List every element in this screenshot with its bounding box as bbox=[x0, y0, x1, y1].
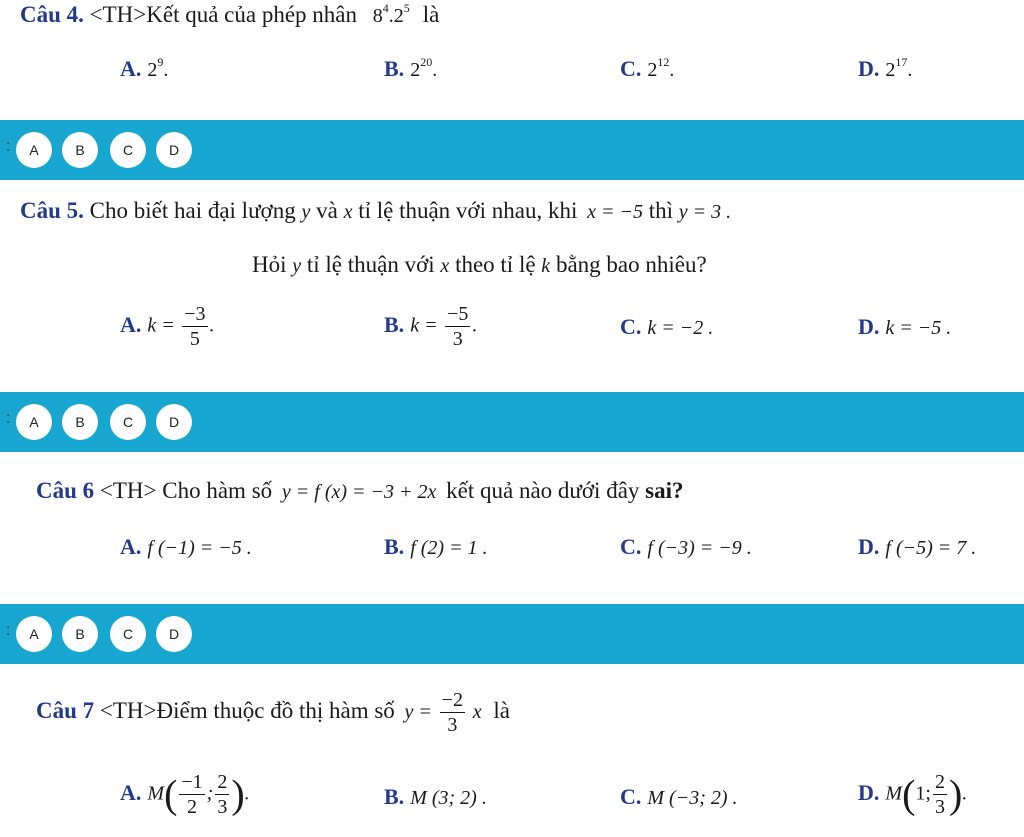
question-4-tail: là bbox=[422, 2, 440, 27]
q7-option-c: C. M (−3; 2) . bbox=[620, 784, 738, 809]
question-4-text: <TH>Kết quả của phép nhân bbox=[89, 2, 358, 27]
q6-option-a: A. f (−1) = −5 . bbox=[120, 534, 252, 559]
answer-choice-d[interactable]: D bbox=[156, 132, 192, 168]
q4-option-b: B. $2^{20}$. bbox=[384, 55, 438, 81]
question-4 bbox=[20, 2, 439, 28]
question-7-label: Câu 7 bbox=[36, 697, 95, 723]
answer-choice-c[interactable]: C bbox=[110, 132, 146, 168]
answer-choice-a[interactable]: A bbox=[16, 132, 52, 168]
question-5-line-2: Hỏi y tỉ lệ thuận với x theo tỉ lệ k bằng bao nhiêu? bbox=[252, 252, 707, 277]
q7-option-d: D. M(1; $\frac{2}{3}$ ). bbox=[858, 771, 968, 818]
q5-option-b: B. k = $\frac{-5}{3}$ . bbox=[384, 303, 478, 350]
question-6-label: Câu 6 bbox=[36, 478, 95, 503]
q4-option-a: A. $2^9$. bbox=[120, 55, 169, 81]
answer-bar-q4 bbox=[0, 120, 1024, 180]
answer-choice-a[interactable]: A bbox=[16, 404, 52, 440]
answer-choice-c[interactable]: C bbox=[110, 616, 146, 652]
answer-bar-colon: : bbox=[6, 622, 11, 639]
question-5-label: Câu 5. bbox=[20, 198, 84, 223]
q6-option-d: D. f (−5) = 7 . bbox=[858, 534, 977, 559]
q5-option-a: A. k = $\frac{-3}{5}$ . bbox=[120, 303, 215, 350]
question-4-label: Câu 4. bbox=[20, 2, 84, 27]
q7-option-b: B. M (3; 2) . bbox=[384, 784, 487, 809]
q4-option-d: D. $2^{17}$. bbox=[858, 55, 913, 81]
question-4-expression: $8^4.2^5$ bbox=[372, 1, 410, 27]
q4-option-c: C. $2^{12}$. bbox=[620, 55, 675, 81]
q6-option-b: B. f (2) = 1 . bbox=[384, 534, 488, 559]
question-7: Câu 7 <TH>Điểm thuộc đồ thị hàm số y = $\frac{-2}{3}$ x là bbox=[36, 689, 510, 736]
answer-choice-d[interactable]: D bbox=[156, 404, 192, 440]
q5-option-c: C. k = −2 . bbox=[620, 314, 714, 339]
q6-option-c: C. f (−3) = −9 . bbox=[620, 534, 752, 559]
answer-choice-a[interactable]: A bbox=[16, 616, 52, 652]
answer-choice-b[interactable]: B bbox=[62, 616, 98, 652]
answer-choice-b[interactable]: B bbox=[62, 404, 98, 440]
answer-bar-q5 bbox=[0, 392, 1024, 452]
q5-option-d: D. k = −5 . bbox=[858, 314, 952, 339]
answer-bar-colon: : bbox=[6, 410, 11, 427]
answer-choice-b[interactable]: B bbox=[62, 132, 98, 168]
answer-choice-d[interactable]: D bbox=[156, 616, 192, 652]
q7-option-a: A. M( $\frac{-1}{2}$ ; $\frac{2}{3}$ ). bbox=[120, 771, 250, 818]
question-5: Câu 5. Cho biết hai đại lượng y và x tỉ lệ thuận với nhau, khi x = −5 thì y = 3 . bbox=[20, 198, 732, 223]
answer-bar-colon: : bbox=[6, 138, 11, 155]
answer-choice-c[interactable]: C bbox=[110, 404, 146, 440]
answer-bar-q6 bbox=[0, 604, 1024, 664]
question-6: Câu 6 <TH> Cho hàm số y = f (x) = −3 + 2x kết quả nào dưới đây sai? bbox=[36, 478, 684, 503]
